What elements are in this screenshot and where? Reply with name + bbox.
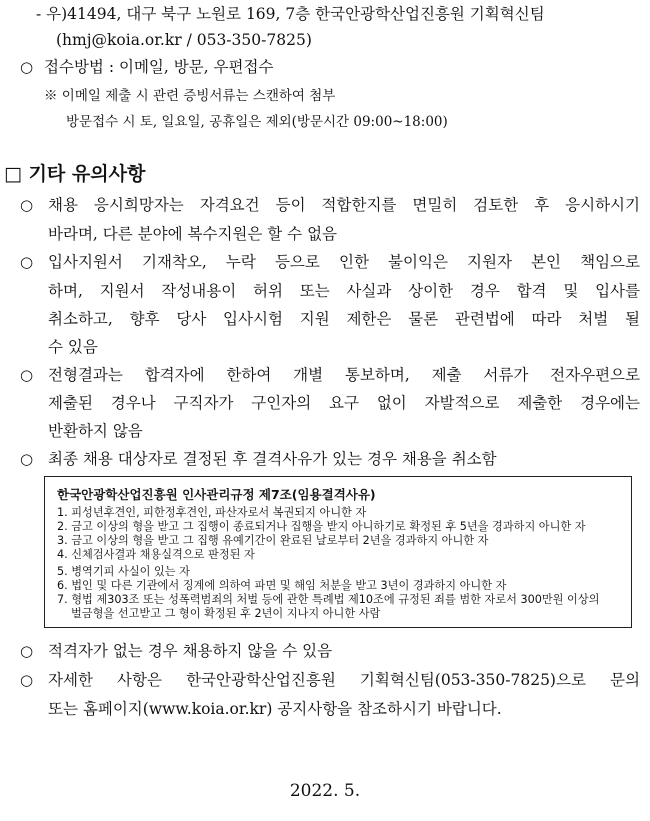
contact-address: - 우)41494, 대구 북구 노원로 169, 7층 한국안광학산업진흥원 기획혁신팀 (36, 5, 545, 23)
receipt-method: 접수방법 : 이메일, 방문, 우편접수 (44, 58, 274, 76)
section-title: □ 기타 유의사항 (4, 163, 146, 185)
note-5-line-1: 적격자가 없는 경우 채용하지 않을 수 있음 (48, 642, 333, 660)
note-3-line-2: 제출된 경우나 구직자가 구인자의 요구 없이 자발적으로 제출한 경우에는 (48, 394, 640, 412)
regulation-title: 한국안광학산업진흥원 인사관리규정 제7조(임용결격사유) (57, 487, 376, 502)
bullet-icon: ○ (20, 366, 34, 384)
regulation-item-2: 2. 금고 이상의 형을 받고 그 집행이 종료되거나 집행을 받지 아니하기로 확정된 후 5년을 경과하지 아니한 자 (57, 520, 586, 533)
note-2-line-2: 하며, 지원서 작성내용이 허위 또는 사실과 상이한 경우 합격 및 입사를 (48, 282, 640, 300)
note-2-line-4: 수 있음 (48, 338, 98, 356)
bullet-icon: ○ (20, 450, 34, 468)
note-4-line-1: 최종 채용 대상자로 결정된 후 결격사유가 있는 경우 채용을 취소함 (48, 450, 497, 468)
note-3-line-3: 반환하지 않음 (48, 422, 143, 440)
bullet-icon: ○ (20, 642, 34, 660)
regulation-item-6: 6. 법인 및 다른 기관에서 징계에 의하여 파면 및 해임 처분을 받고 3년이 경과하지 아니한 자 (57, 579, 507, 592)
bullet-icon: ○ (20, 196, 34, 214)
regulation-box (44, 476, 632, 628)
note-1-line-2: 바라며, 다른 분야에 복수지원은 할 수 없음 (48, 225, 338, 243)
note-6-line-2: 또는 홈페이지(www.koia.or.kr) 공지사항을 참조하시기 바랍니다. (48, 700, 502, 718)
regulation-item-4: 4. 신체검사결과 채용실격으로 판정된 자 (57, 548, 255, 561)
regulation-item-3: 3. 금고 이상의 형을 받고 그 집행 유예기간이 완료된 날로부터 2년을 경과하지 아니한 자 (57, 534, 489, 547)
note-2-line-3: 취소하고, 향후 당사 입사시험 지원 제한은 물론 관련법에 따라 처벌 될 (48, 310, 640, 328)
regulation-item-5: 5. 병역기피 사실이 있는 자 (57, 565, 190, 578)
receipt-note-email: ※ 이메일 제출 시 관련 증빙서류는 스캔하여 첨부 (44, 88, 336, 104)
regulation-item-7: 7. 형법 제303조 또는 성폭력범죄의 처벌 등에 관한 특례법 제10조에 규정된 죄를 범한 자로서 300만원 이상의 (57, 593, 600, 606)
regulation-item-1: 1. 피성년후견인, 피한정후견인, 파산자로서 복권되지 아니한 자 (57, 506, 367, 519)
note-2-line-1: 입사지원서 기재착오, 누락 등으로 인한 불이익은 지원자 본인 책임으로 (48, 253, 640, 271)
document-date: 2022. 5. (289, 781, 361, 801)
bullet-icon: ○ (20, 58, 34, 76)
note-6-line-1: 자세한 사항은 한국안광학산업진흥원 기획혁신팀(053-350-7825)으로 문의 (48, 671, 640, 689)
bullet-icon: ○ (20, 253, 34, 271)
bullet-icon: ○ (20, 671, 34, 689)
receipt-note-visit: 방문접수 시 토, 일요일, 공휴일은 제외(방문시간 09:00~18:00) (66, 114, 448, 130)
note-1-line-1: 채용 응시희망자는 자격요건 등이 적합한지를 면밀히 검토한 후 응시하시기 (48, 196, 640, 214)
regulation-item-7-cont: 벌금형을 선고받고 그 형이 확정된 후 2년이 지나지 아니한 사람 (71, 607, 381, 620)
contact-email-phone: (hmj@koia.or.kr / 053-350-7825) (56, 31, 312, 49)
note-3-line-1: 전형결과는 합격자에 한하여 개별 통보하며, 제출 서류가 전자우편으로 (48, 366, 640, 384)
